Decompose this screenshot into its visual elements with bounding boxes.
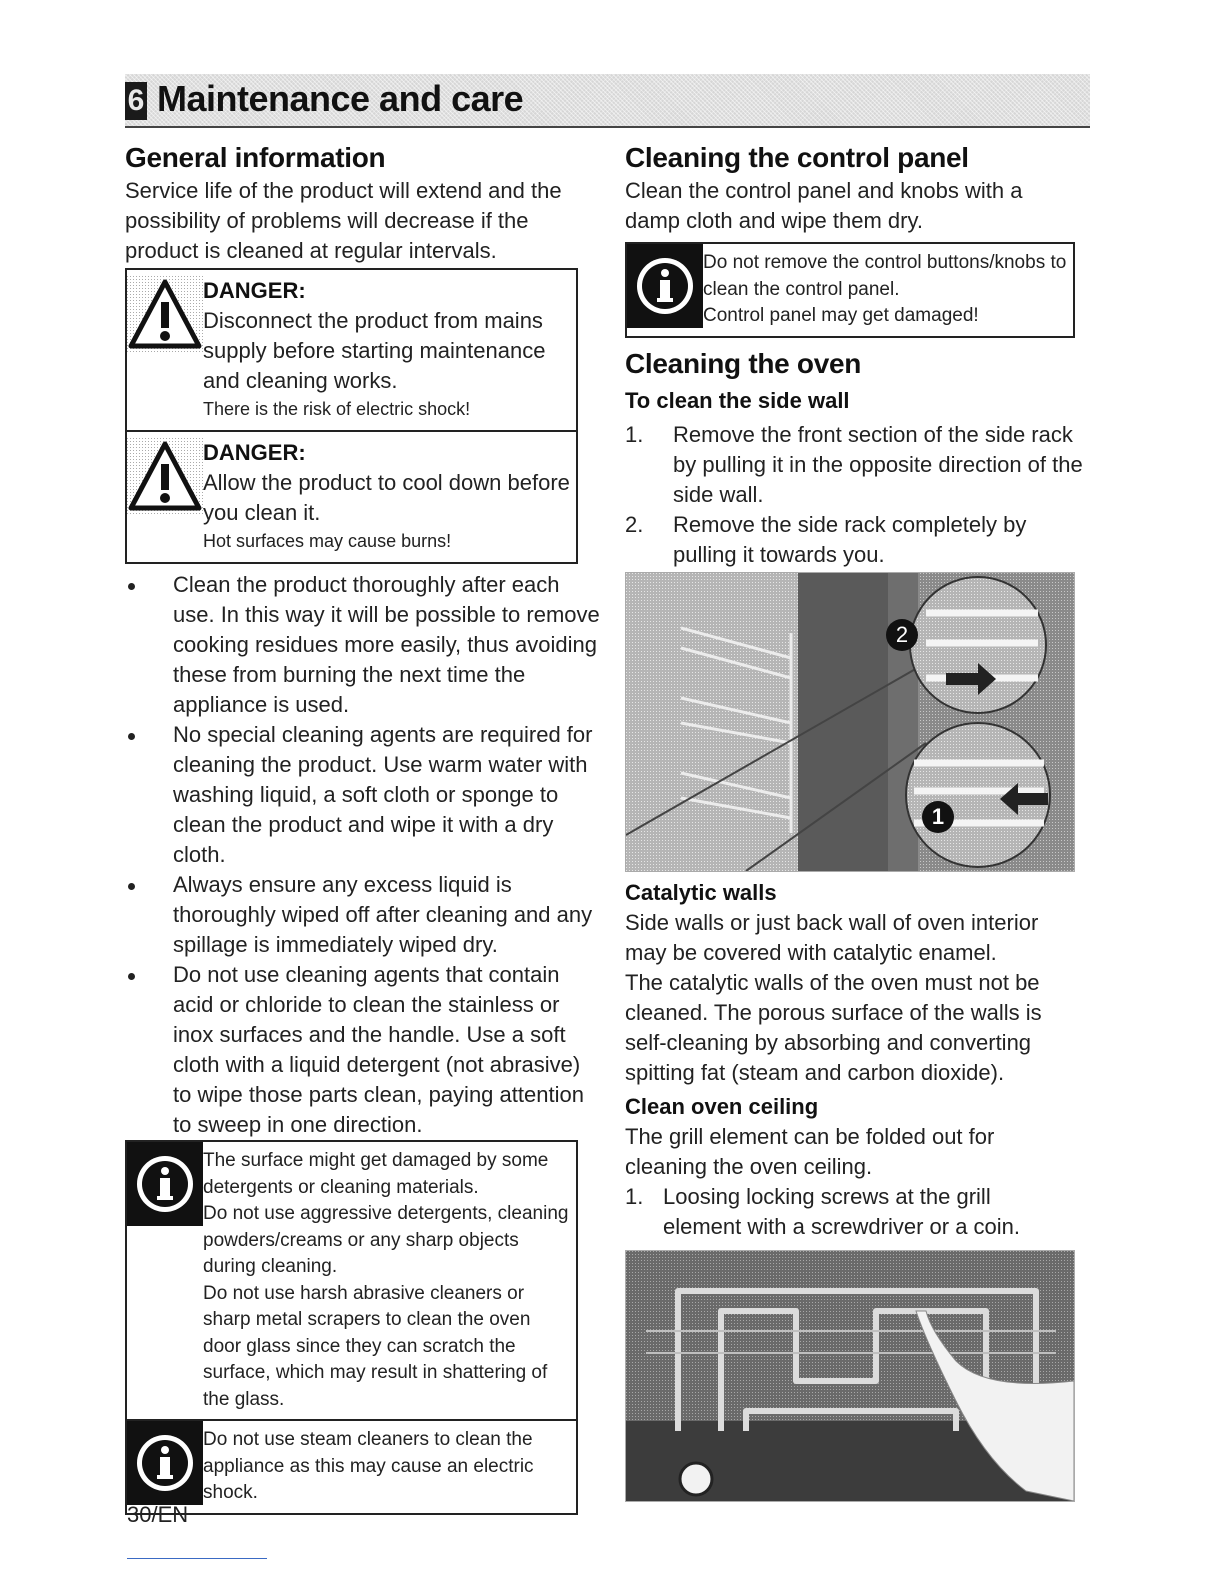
info-text: Do not use aggressive detergents, cleaning powders/creams or any sharp objects during cleaning. xyxy=(203,1203,569,1277)
callout-1: 1 xyxy=(931,803,945,829)
list-item: 1. Remove the front section of the side rack by pulling it in the opposite direction of the side wall. xyxy=(625,421,1083,507)
callout-2: 2 xyxy=(895,621,909,647)
oven-ceiling-text: The grill element can be folded out for cleaning the oven ceiling. xyxy=(625,1123,995,1179)
chapter-header xyxy=(125,74,1090,128)
warning-triangle-icon xyxy=(127,438,203,516)
catalytic-text-1: Side walls or just back wall of oven interior may be covered with catalytic enamel. xyxy=(625,909,1039,965)
info-box xyxy=(125,1140,578,1515)
danger-title: DANGER: xyxy=(203,278,306,303)
info-item xyxy=(627,244,1073,336)
page-number: 30/EN xyxy=(127,1502,189,1527)
danger-text: Disconnect the product from mains supply before starting maintenance and cleaning works. xyxy=(203,308,546,393)
list-item: Always ensure any excess liquid is thoroughly wiped off after cleaning and any spillage is immediately wiped dry. xyxy=(125,870,600,960)
info-text: Control panel may get damaged! xyxy=(703,305,979,326)
catalytic-text-2: The catalytic walls of the oven must not be cleaned. The porous surface of the walls is self-cleaning by absorbing and converting spitting fat (steam and carbon dioxide). xyxy=(625,969,1042,1085)
list-item: 1. Loosing locking screws at the grill element with a screwdriver or a coin. xyxy=(625,1183,1021,1239)
info-icon xyxy=(127,1142,203,1226)
control-panel-text: Clean the control panel and knobs with a damp cloth and wipe them dry. xyxy=(625,178,1023,233)
ceiling-steps xyxy=(625,1182,1075,1242)
info-item xyxy=(127,1142,576,1421)
danger-text: Allow the product to cool down before you clean it. xyxy=(203,470,570,525)
control-panel-info-box xyxy=(625,242,1075,338)
side-rack-removal-figure xyxy=(625,572,1075,872)
catalytic-walls-heading: Catalytic walls xyxy=(625,879,777,905)
list-item: Clean the product thoroughly after each use. In this way it will be possible to remove cooking residues more easily, thus avoiding these from burning the next time the appliance is used. xyxy=(125,570,600,720)
danger-box xyxy=(125,268,578,564)
warning-triangle-icon xyxy=(127,276,203,354)
danger-note: Hot surfaces may cause burns! xyxy=(203,531,452,551)
danger-note: There is the risk of electric shock! xyxy=(203,399,471,419)
list-item: No special cleaning agents are required for cleaning the product. Use warm water with washing liquid, a soft cloth or sponge to clean the product and wipe it with a dry cloth. xyxy=(125,720,600,870)
side-wall-heading: To clean the side wall xyxy=(625,387,850,413)
danger-title: DANGER: xyxy=(203,440,306,465)
info-text: Do not use steam cleaners to clean the appliance as this may cause an electric shock. xyxy=(203,1429,534,1503)
general-information-text: Service life of the product will extend and the possibility of problems will decrease if the product is cleaned at regular intervals. xyxy=(125,178,562,263)
danger-item xyxy=(127,432,576,562)
info-icon xyxy=(627,244,703,328)
danger-item xyxy=(127,270,576,432)
right-column xyxy=(625,140,1090,1502)
left-column xyxy=(125,140,600,1515)
control-panel-heading: Cleaning the control panel xyxy=(625,142,969,173)
info-icon xyxy=(127,1421,203,1505)
cleaning-oven-heading: Cleaning the oven xyxy=(625,347,862,379)
chapter-number: 6 xyxy=(125,82,147,120)
info-text: The surface might get damaged by some detergents or cleaning materials. xyxy=(203,1150,549,1198)
info-item xyxy=(127,1421,576,1513)
info-text: Do not remove the control buttons/knobs to clean the control panel. xyxy=(703,252,1067,300)
grill-element-figure xyxy=(625,1250,1075,1502)
info-text: Do not use harsh abrasive cleaners or sharp metal scrapers to clean the oven door glass since they can scratch the surface, which may result in shattering of the glass. xyxy=(203,1282,548,1410)
chapter-title: Maintenance and care xyxy=(157,78,524,119)
general-information-heading: General information xyxy=(125,142,386,173)
list-item: Do not use cleaning agents that contain acid or chloride to clean the stainless or inox surfaces and the handle. Use a soft cloth with a liquid detergent (not abrasive) to wipe those parts clean, paying attention to sweep in one direction. xyxy=(125,960,600,1140)
side-wall-steps xyxy=(625,420,1090,570)
cleaning-bullet-list xyxy=(125,570,600,1140)
oven-ceiling-heading: Clean oven ceiling xyxy=(625,1093,819,1119)
list-item: 2. Remove the side rack completely by pulling it towards you. xyxy=(625,511,1027,567)
footer-divider xyxy=(127,1558,267,1559)
